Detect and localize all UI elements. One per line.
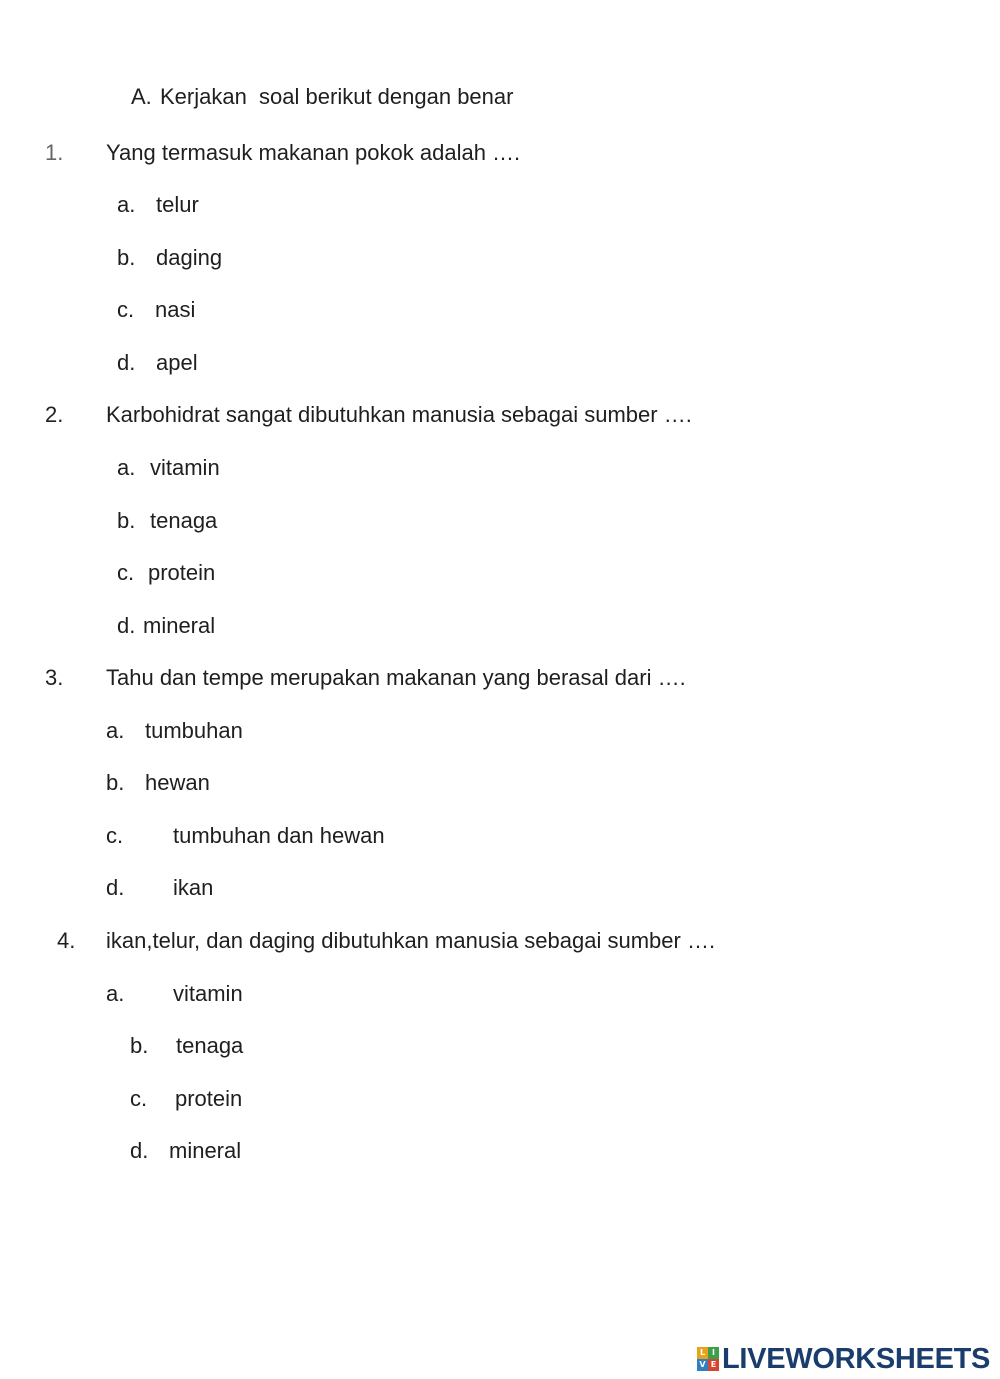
option-text: tumbuhan dan hewan <box>173 823 385 848</box>
logo-mark-letter: I <box>708 1347 719 1359</box>
logo-mark-letter: E <box>708 1359 719 1371</box>
option-text: daging <box>156 245 223 270</box>
logo-mark-letter: L <box>697 1347 708 1359</box>
question-text: Karbohidrat sangat dibutuhkan manusia sebagai sumber …. <box>106 402 692 427</box>
question-number: 2. <box>45 402 64 427</box>
option-text: hewan <box>145 770 210 795</box>
option-letter: a. <box>106 718 125 743</box>
option-text: tumbuhan <box>145 718 243 743</box>
option-letter: b. <box>117 245 136 270</box>
option-text: telur <box>156 192 199 217</box>
liveworksheets-mark-icon <box>697 1347 719 1371</box>
section-heading-text: Kerjakan soal berikut dengan benar <box>160 84 514 109</box>
question-number: 3. <box>45 665 64 690</box>
option-letter: b. <box>117 508 136 533</box>
liveworksheets-logo <box>697 1344 990 1374</box>
option-text: tenaga <box>150 508 218 533</box>
option-text: protein <box>175 1086 243 1111</box>
option-text: protein <box>148 560 216 585</box>
question-number: 1. <box>45 140 64 165</box>
option-letter: a. <box>106 981 125 1006</box>
option-letter: b. <box>130 1033 149 1058</box>
option-text: nasi <box>155 297 196 322</box>
option-letter: c. <box>130 1086 148 1111</box>
option-letter: b. <box>106 770 125 795</box>
option-letter: d. <box>117 350 136 375</box>
option-letter: d. <box>130 1138 149 1163</box>
option-letter: a. <box>117 455 136 480</box>
option-letter: a. <box>117 192 136 217</box>
question-text: Tahu dan tempe merupakan makanan yang berasal dari …. <box>106 665 686 690</box>
option-text: ikan <box>173 875 214 900</box>
option-text: mineral <box>169 1138 242 1163</box>
option-letter: c. <box>117 297 135 322</box>
option-text: vitamin <box>150 455 220 480</box>
option-letter: c. <box>106 823 124 848</box>
option-text: vitamin <box>173 981 243 1006</box>
section-heading-letter: A. <box>131 84 152 109</box>
option-letter: c. <box>117 560 135 585</box>
option-letter: d. <box>117 613 136 638</box>
liveworksheets-brand: LIVEWORKSHEETS <box>722 1343 991 1375</box>
question-text: ikan,telur, dan daging dibutuhkan manusia sebagai sumber …. <box>106 928 716 953</box>
question-number: 4. <box>57 928 76 953</box>
option-text: apel <box>156 350 198 375</box>
logo-mark-letter: V <box>697 1359 708 1371</box>
option-letter: d. <box>106 875 125 900</box>
option-text: tenaga <box>176 1033 244 1058</box>
question-text: Yang termasuk makanan pokok adalah …. <box>106 140 521 165</box>
option-text: mineral <box>143 613 216 638</box>
